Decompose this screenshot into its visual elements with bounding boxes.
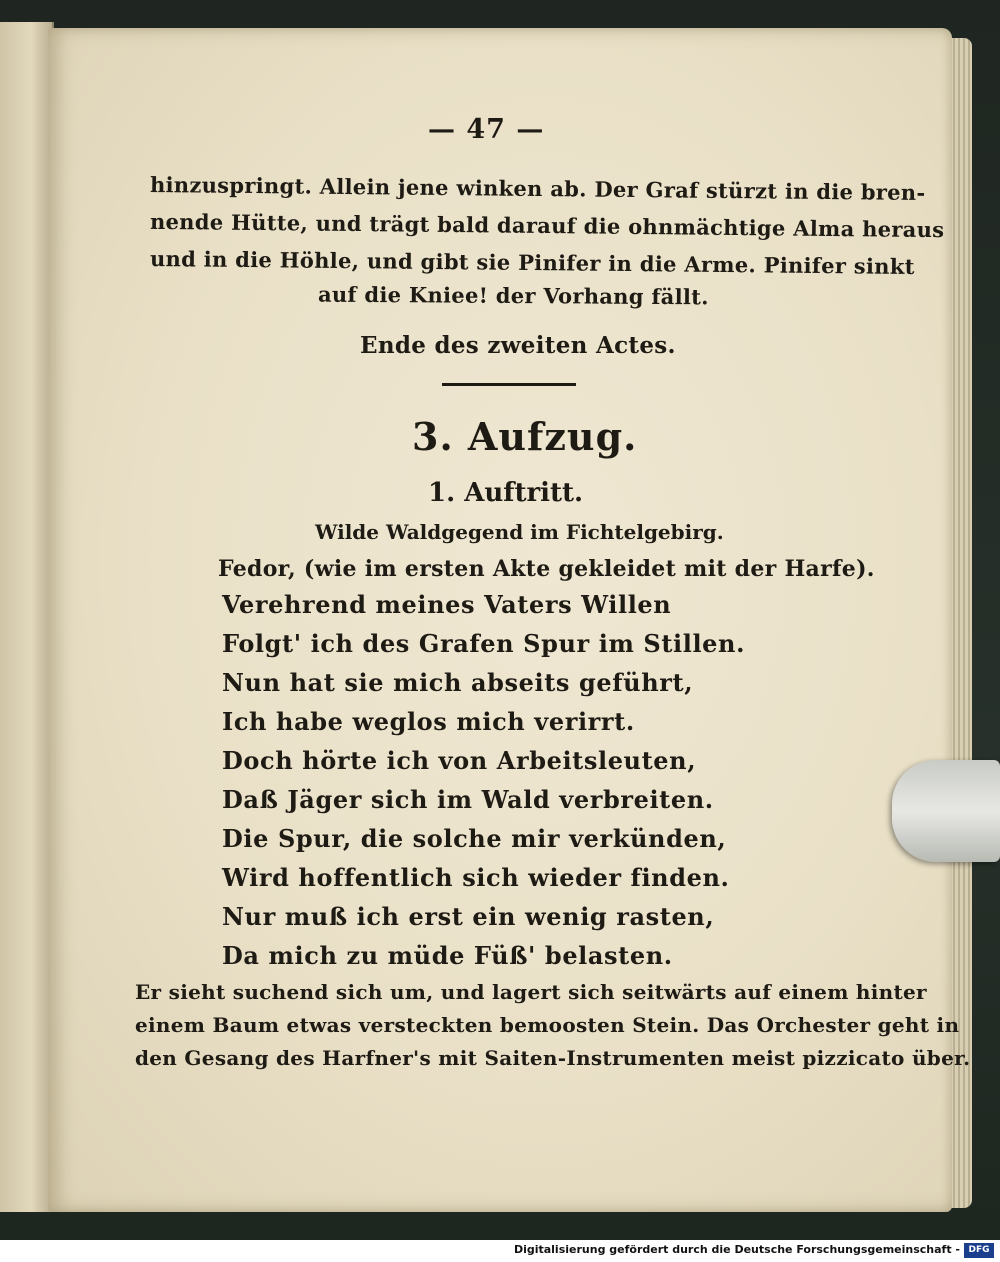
prose-line-1: hinzuspringt. Allein jene winken ab. Der Graf stürzt in die bren- xyxy=(149,171,926,206)
verse-line-3: Nun hat sie mich abseits geführt, xyxy=(222,668,694,697)
prose-line-4: auf die Kniee! der Vorhang fällt. xyxy=(317,281,709,310)
footer-bar xyxy=(0,1240,1000,1262)
verse-line-8: Wird hoffentlich sich wieder finden. xyxy=(222,863,730,892)
speaker-line: Fedor, (wie im ersten Akte gekleidet mit der Harfe). xyxy=(218,556,875,582)
left-page-edge xyxy=(0,22,54,1212)
scene-heading: 1. Auftritt. xyxy=(428,478,584,508)
verse-line-6: Daß Jäger sich im Wald verbreiten. xyxy=(222,785,714,814)
act-end: Ende des zweiten Actes. xyxy=(360,332,676,359)
verse-line-4: Ich habe weglos mich verirrt. xyxy=(222,707,635,736)
verse-line-1: Verehrend meines Vaters Willen xyxy=(222,590,672,619)
dfg-logo: DFG xyxy=(964,1243,994,1258)
prose-line-3: und in die Höhle, und gibt sie Pinifer in die Arme. Pinifer sinkt xyxy=(149,245,915,280)
verse-line-2: Folgt' ich des Grafen Spur im Stillen. xyxy=(222,629,746,658)
verse-line-7: Die Spur, die solche mir verkünden, xyxy=(222,824,727,853)
prose-bottom-line-1: Er sieht suchend sich um, und lagert sich seitwärts auf einem hinter xyxy=(135,980,927,1004)
funding-credit: Digitalisierung gefördert durch die Deutsche Forschungsgemeinschaft - xyxy=(513,1243,960,1256)
page-number: — 47 — xyxy=(428,114,545,145)
verse-line-10: Da mich zu müde Füß' belasten. xyxy=(222,941,673,970)
prose-bottom-line-3: den Gesang des Harfner's mit Saiten-Instrumenten meist pizzicato über. xyxy=(135,1046,971,1070)
verse-line-5: Doch hörte ich von Arbeitsleuten, xyxy=(222,746,697,775)
prose-bottom-line-2: einem Baum etwas versteckten bemoosten Stein. Das Orchester geht in xyxy=(135,1013,960,1037)
scene-setting: Wilde Waldgegend im Fichtelgebirg. xyxy=(315,520,724,544)
page-clip-tab xyxy=(892,760,1000,862)
divider-rule xyxy=(442,383,576,386)
prose-line-2: nende Hütte, und trägt bald darauf die ohnmächtige Alma heraus xyxy=(149,208,945,243)
verse-line-9: Nur muß ich erst ein wenig rasten, xyxy=(222,902,715,931)
act-heading: 3. Aufzug. xyxy=(412,414,638,459)
